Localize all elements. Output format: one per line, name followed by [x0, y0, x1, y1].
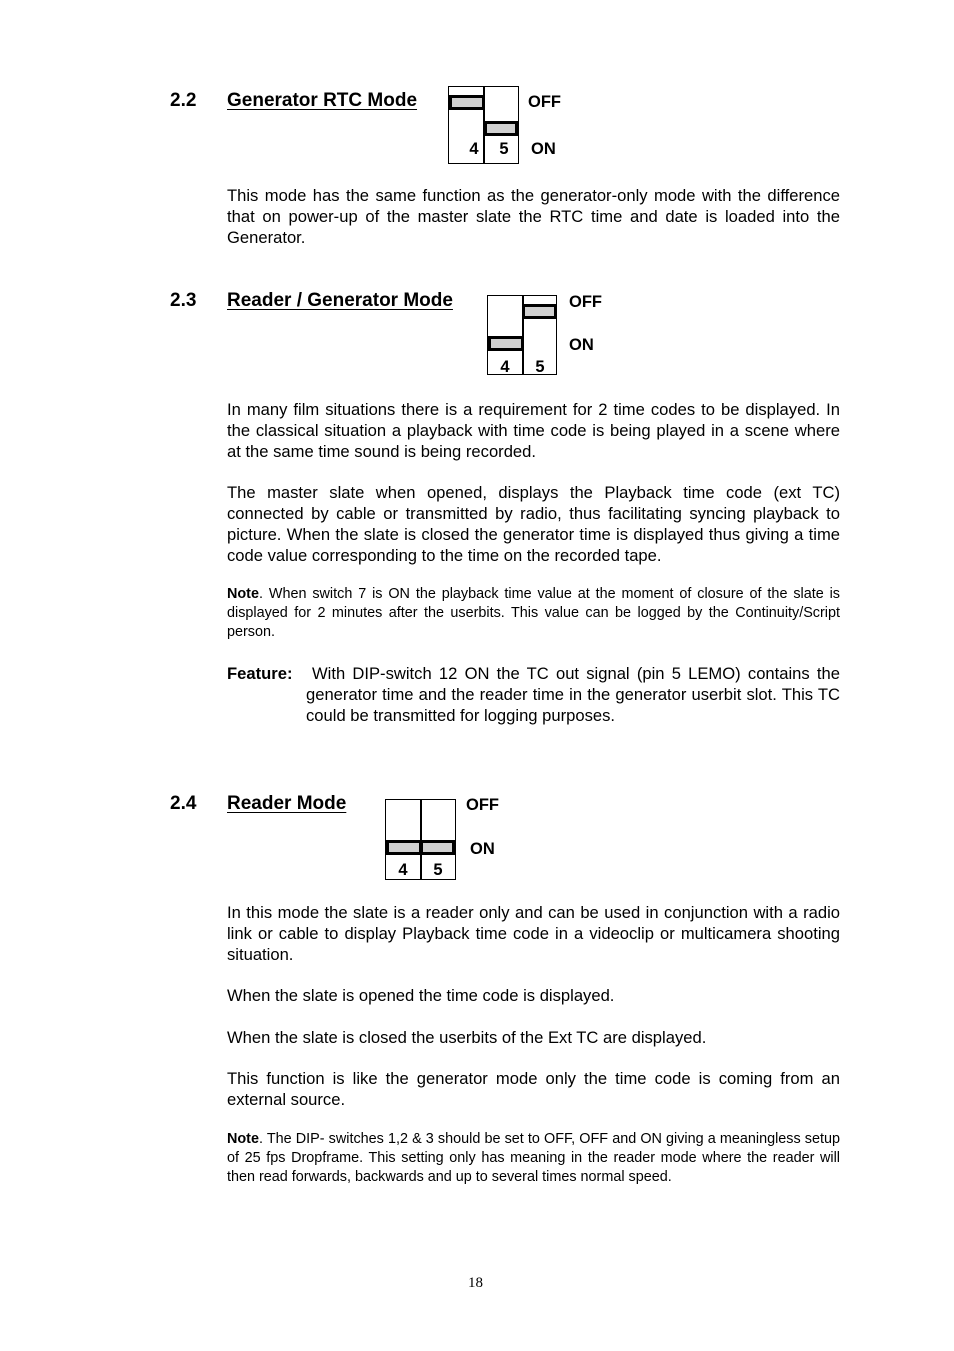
feature-text: With DIP-switch 12 ON the TC out signal (pin 5 LEMO) contains the generator time and the reader time in the generator userbit slot. This TC could be transmitted for logging purposes.	[306, 664, 840, 725]
dip-switch-5-knob-off	[522, 304, 557, 319]
dip-switch-4-knob-on	[386, 840, 422, 855]
off-label: OFF	[569, 293, 602, 311]
note-text: . The DIP- switches 1,2 & 3 should be set to OFF, OFF and ON giving a meaningless setup of 25 fps Dropframe. This setting only has meaning in the reader mode where the reader will then read forwards, backwards and up to several times normal speed.	[227, 1131, 840, 1185]
dip-switch-5-knob-on	[420, 840, 455, 855]
dip-switch-5-knob-on	[484, 121, 518, 136]
section-title: Reader / Generator Mode	[227, 290, 453, 311]
off-label: OFF	[466, 796, 499, 814]
dip-switch-diagram	[487, 295, 557, 375]
section-number: 2.4	[170, 793, 197, 814]
paragraph: When the slate is opened the time code is displayed.	[227, 986, 615, 1005]
section-title: Reader Mode	[227, 793, 347, 814]
dip-switch-4-knob-off	[449, 95, 485, 110]
section-number: 2.3	[170, 290, 197, 311]
dip-switch-number-5: 5	[433, 861, 443, 879]
paragraph: This function is like the generator mode only the time code is coming from an external source.	[227, 1069, 840, 1109]
note-label: Note	[227, 1131, 259, 1147]
paragraph: In many film situations there is a requirement for 2 time codes to be displayed. In the classical situation a playback with time code is being played in a scene where at the same time sound is being recorded.	[227, 400, 840, 461]
paragraph: This mode has the same function as the generator-only mode with the difference that on power-up of the master slate the RTC time and date is loaded into the Generator.	[227, 186, 840, 247]
dip-switch-number-4: 4	[469, 140, 479, 158]
dip-switch-number-4: 4	[398, 861, 408, 879]
dip-switch-diagram	[448, 86, 519, 164]
on-label: ON	[470, 840, 495, 858]
on-label: ON	[569, 336, 594, 354]
paragraph: When the slate is closed the userbits of the Ext TC are displayed.	[227, 1028, 707, 1047]
section-title: Generator RTC Mode	[227, 90, 418, 111]
note	[227, 585, 840, 642]
note-label: Note	[227, 586, 259, 602]
page-number: 18	[468, 1275, 483, 1291]
dip-switch-number-5: 5	[535, 358, 545, 376]
feature-label: Feature:	[227, 664, 293, 683]
paragraph: The master slate when opened, displays the Playback time code (ext TC) connected by cable or transmitted by radio, thus facilitating syncing playback to picture. When the slate is closed the generator time is displayed thus giving a time code value corresponding to the time on the recorded tape.	[227, 483, 840, 565]
dip-switch-number-4: 4	[500, 358, 510, 376]
note-text: . When switch 7 is ON the playback time value at the moment of closure of the slate is displayed for 2 minutes after the userbits. This value can be logged by the Continuity/Script person.	[227, 586, 840, 640]
dip-switch-4-knob-on	[488, 336, 524, 351]
dip-switch-diagram	[385, 799, 456, 880]
off-label: OFF	[528, 93, 561, 111]
section-number: 2.2	[170, 90, 197, 111]
on-label: ON	[531, 140, 556, 158]
dip-switch-number-5: 5	[499, 140, 509, 158]
paragraph: In this mode the slate is a reader only and can be used in conjunction with a radio link or cable to display Playback time code in a videoclip or multicamera shooting situation.	[227, 903, 840, 964]
note	[227, 1130, 840, 1187]
